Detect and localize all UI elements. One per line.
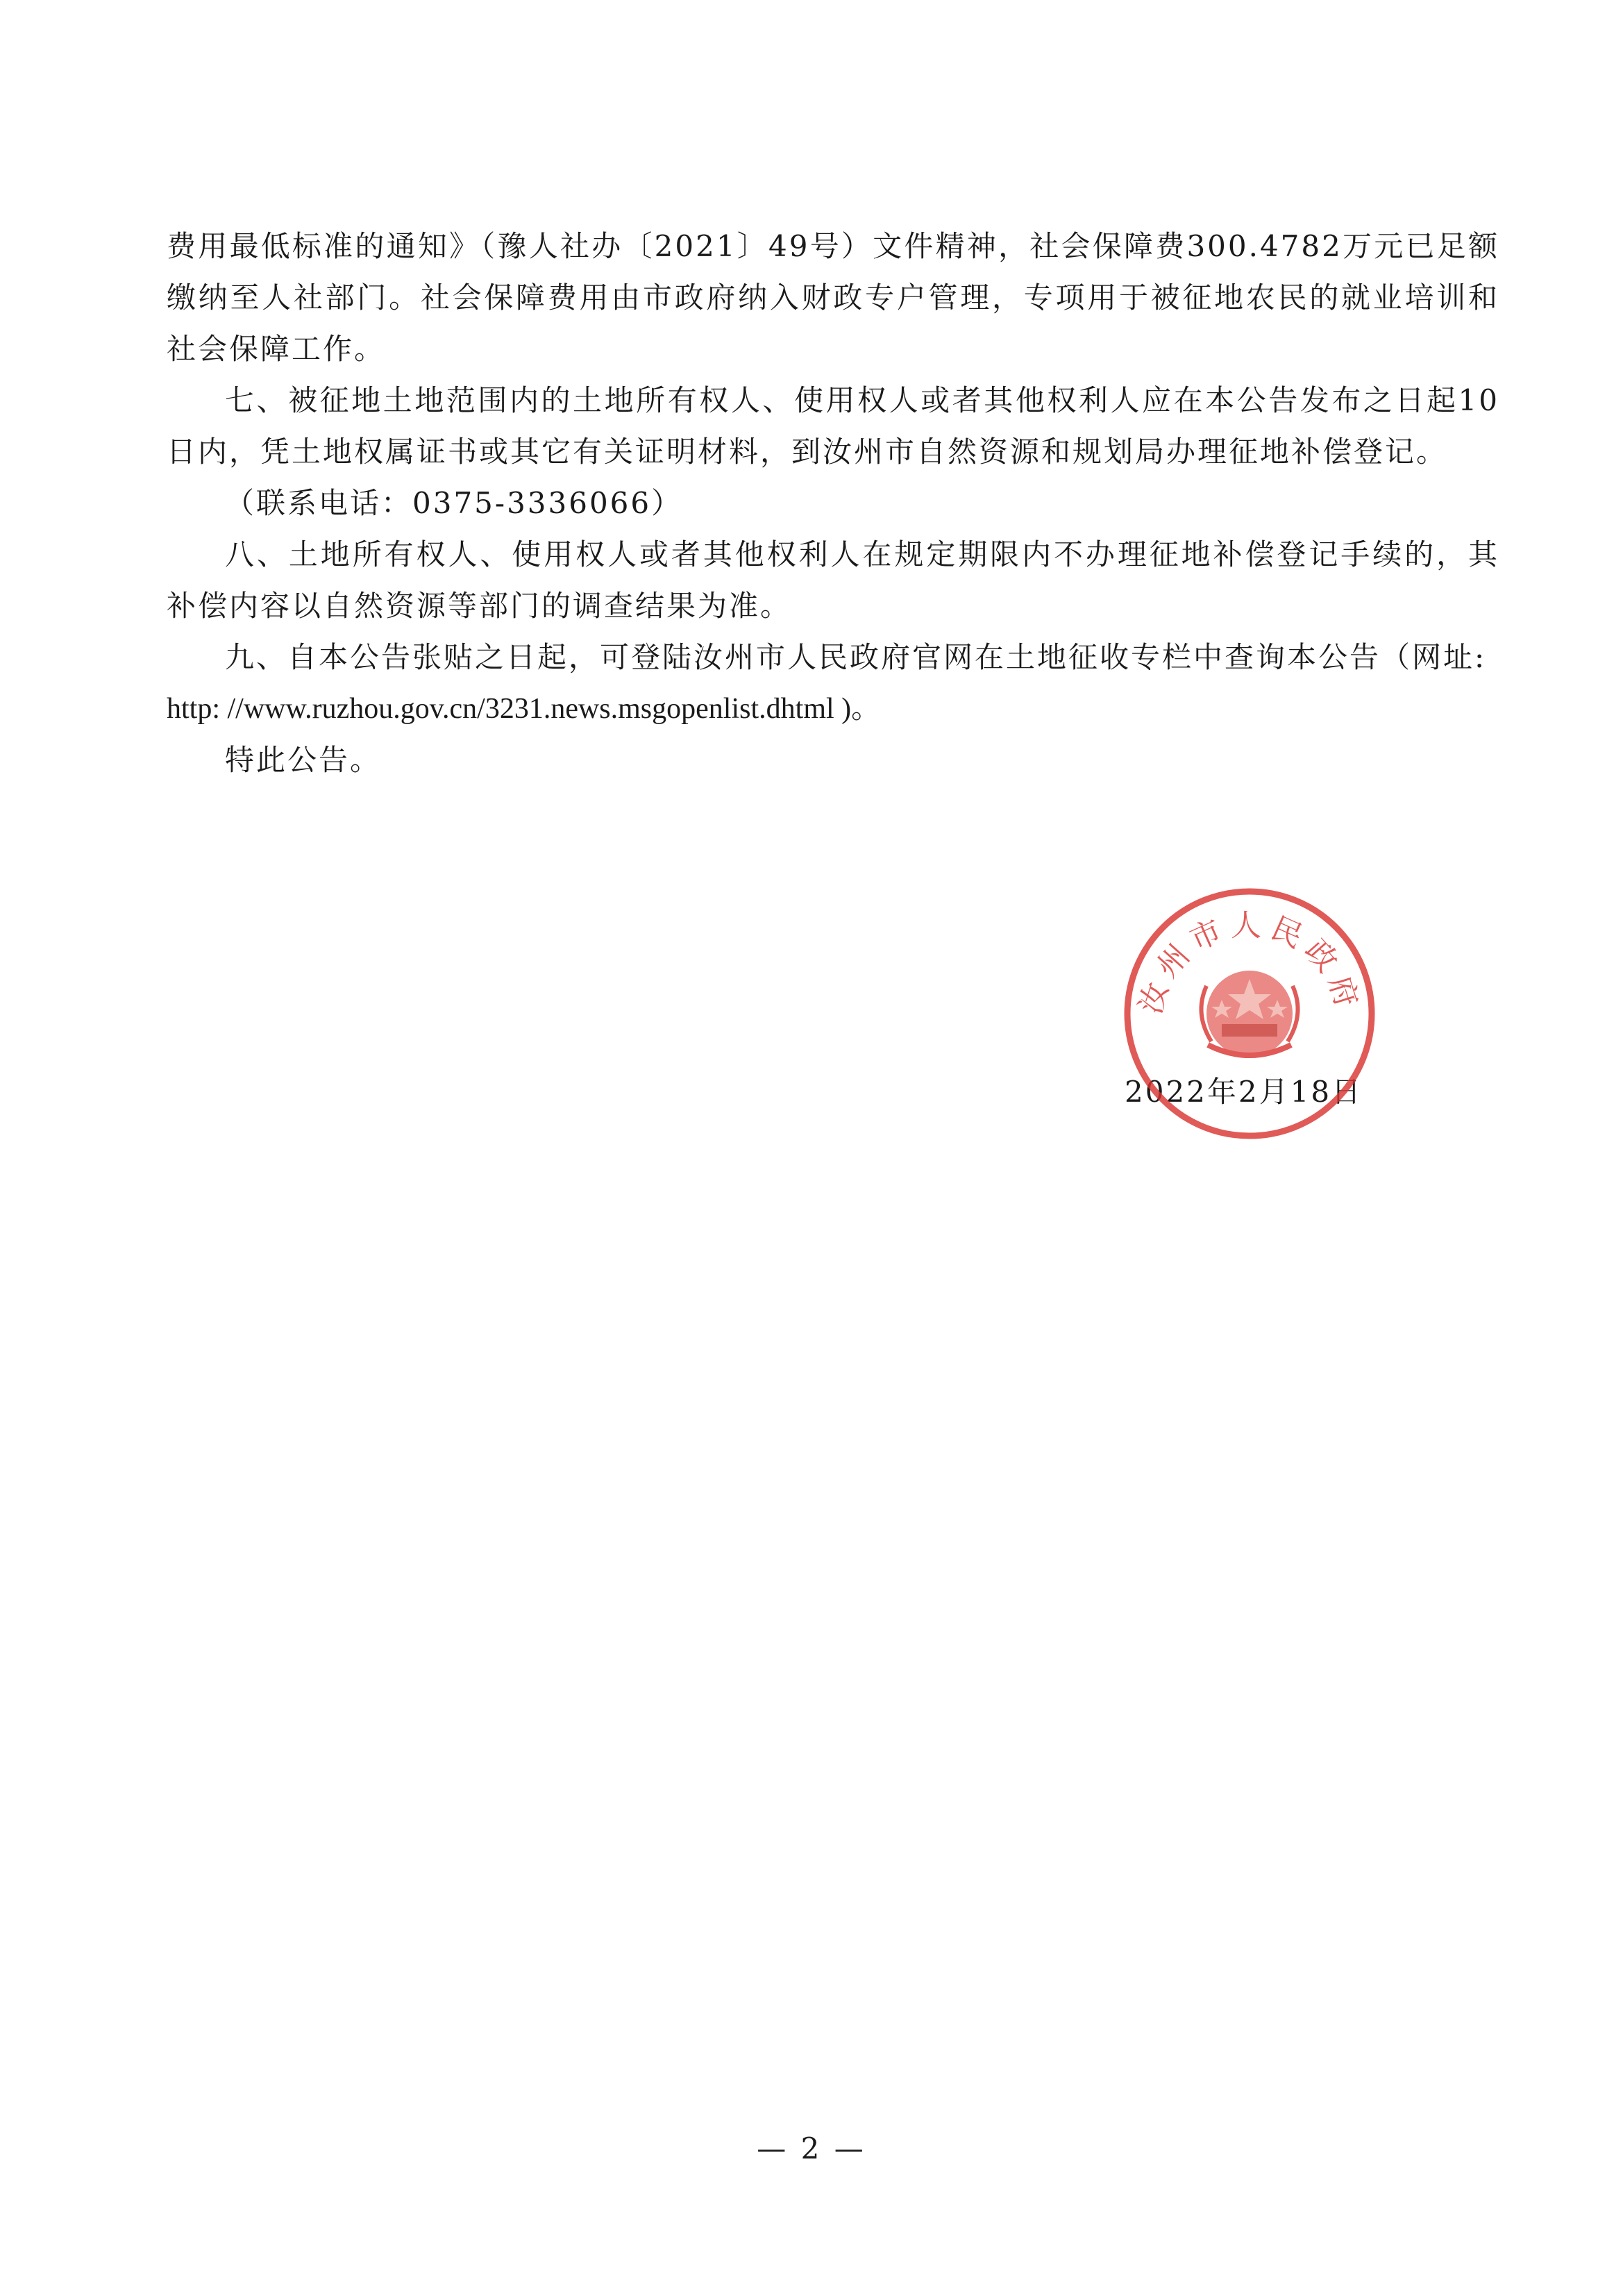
website-url: http: //www.ruzhou.gov.cn/3231.news.msgopenlist.dhtml )。 (167, 693, 881, 725)
document-date: 2022年2月18日 (1125, 1075, 1363, 1109)
paragraph-item-9: 九、自本公告张贴之日起，可登陆汝州市人民政府官网在土地征收专栏中查询本公告（网址: (225, 640, 1487, 674)
page-number: — 2 — (757, 2131, 866, 2165)
contact-phone: （联系电话：0375-3336066） (225, 486, 683, 520)
paragraph-item-7: 七、被征地土地范围内的土地所有权人、使用权人或者其他权利人应在本公告发布之日起10日内，凭土地权属证书或其它有关证明材料，到汝州市自然资源和规划局办理征地补偿登记。 (167, 383, 1499, 469)
official-seal-icon (1118, 882, 1381, 1146)
paragraph-social-security: 费用最低标准的通知》（豫人社办〔2021〕49号）文件精神，社会保障费300.4782万元已足额缴纳至人社部门。社会保障费用由市政府纳入财政专户管理，专项用于被征地农民的就业培训和社会保障工作。 (167, 229, 1500, 366)
document-body (167, 221, 1499, 786)
closing-statement: 特此公告。 (225, 743, 382, 777)
paragraph-item-8: 八、土地所有权人、使用权人或者其他权利人在规定期限内不办理征地补偿登记手续的，其补偿内容以自然资源等部门的调查结果为准。 (167, 537, 1499, 623)
seal-text: 汝州市人民政府 (1132, 907, 1367, 1019)
national-emblem-icon (1201, 971, 1297, 1057)
